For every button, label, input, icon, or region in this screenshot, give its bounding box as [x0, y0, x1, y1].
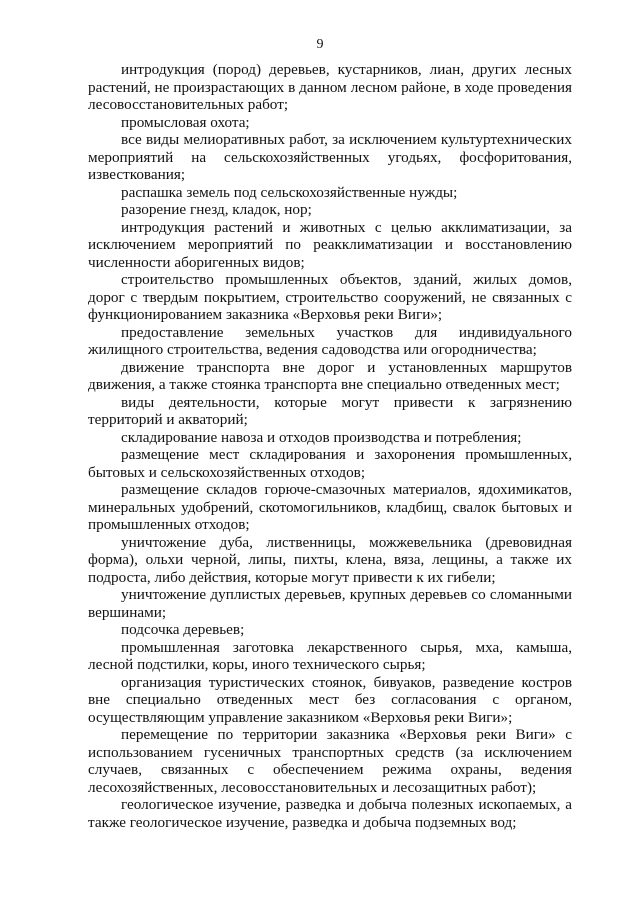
list-item: виды деятельности, которые могут привести к загрязнению территорий и акваторий; [88, 393, 572, 428]
page-number: 9 [316, 37, 324, 52]
list-item: организация туристических стоянок, бивуаков, разведение костров вне специально отведенных мест без согласования с органом, осуществляющим управление заказником «Верховья реки Виги»; [88, 673, 572, 726]
list-item: складирование навоза и отходов производства и потребления; [121, 428, 522, 446]
list-item: уничтожение дуплистых деревьев, крупных деревьев со сломанными вершинами; [88, 586, 572, 621]
list-item: движение транспорта вне дорог и установленных маршрутов движения, а также стоянка транспорта вне специально отведенных мест; [88, 358, 572, 393]
list-item: подсочка деревьев; [121, 621, 245, 638]
list-item: строительство промышленных объектов, зданий, жилых домов, дорог с твердым покрытием, строительство сооружений, не связанных с функционированием заказника «Верховья реки Виги»; [88, 271, 572, 323]
list-item: размещение мест складирования и захоронения промышленных, бытовых и сельскохозяйственных отходов; [88, 446, 572, 481]
list-item: разорение гнезд, кладок, нор; [121, 201, 312, 218]
list-item: все виды мелиоративных работ, за исключением культуртехнических мероприятий на сельскохозяйственных угодьях, фосфоритования, известкования; [88, 131, 572, 183]
list-item: распашка земель под сельскохозяйственные нужды; [121, 183, 458, 201]
list-item: промышленная заготовка лекарственного сырья, мха, камыша, лесной подстилки, коры, иного технического сырья; [88, 638, 572, 673]
document-body [88, 61, 572, 831]
list-item: предоставление земельных участков для индивидуального жилищного строительства, ведения садоводства или огородничества; [88, 323, 572, 358]
list-item: уничтожение дуба, лиственницы, можжевельника (древовидная форма), ольхи черной, липы, пихты, клена, вяза, лещины, а также их подроста, либо действия, которые могут привести к их гибели; [88, 533, 572, 586]
list-item: геологическое изучение, разведка и добыча полезных ископаемых, а также геологическое изучение, разведка и добыча подземных вод; [88, 796, 572, 831]
list-item: размещение складов горюче-смазочных материалов, ядохимикатов, минеральных удобрений, скотомогильников, кладбищ, свалок бытовых и промышленных отходов; [88, 481, 572, 533]
list-item: промысловая охота; [121, 113, 250, 131]
list-item: интродукция растений и животных с целью акклиматизации, за исключением мероприятий по реакклиматизации и восстановлению численности аборигенных видов; [88, 218, 572, 271]
list-item: перемещение по территории заказника «Верховья реки Виги» с использованием гусеничных транспортных средств (за исключением случаев, связанных с обеспечением режима охраны, ведения лесохозяйственных, лесовосстановительных и лесозащитных работ); [88, 726, 572, 796]
list-item: интродукция (пород) деревьев, кустарников, лиан, других лесных растений, не произрастающих в данном лесном районе, в ходе проведения лесовосстановительных работ; [88, 61, 572, 113]
